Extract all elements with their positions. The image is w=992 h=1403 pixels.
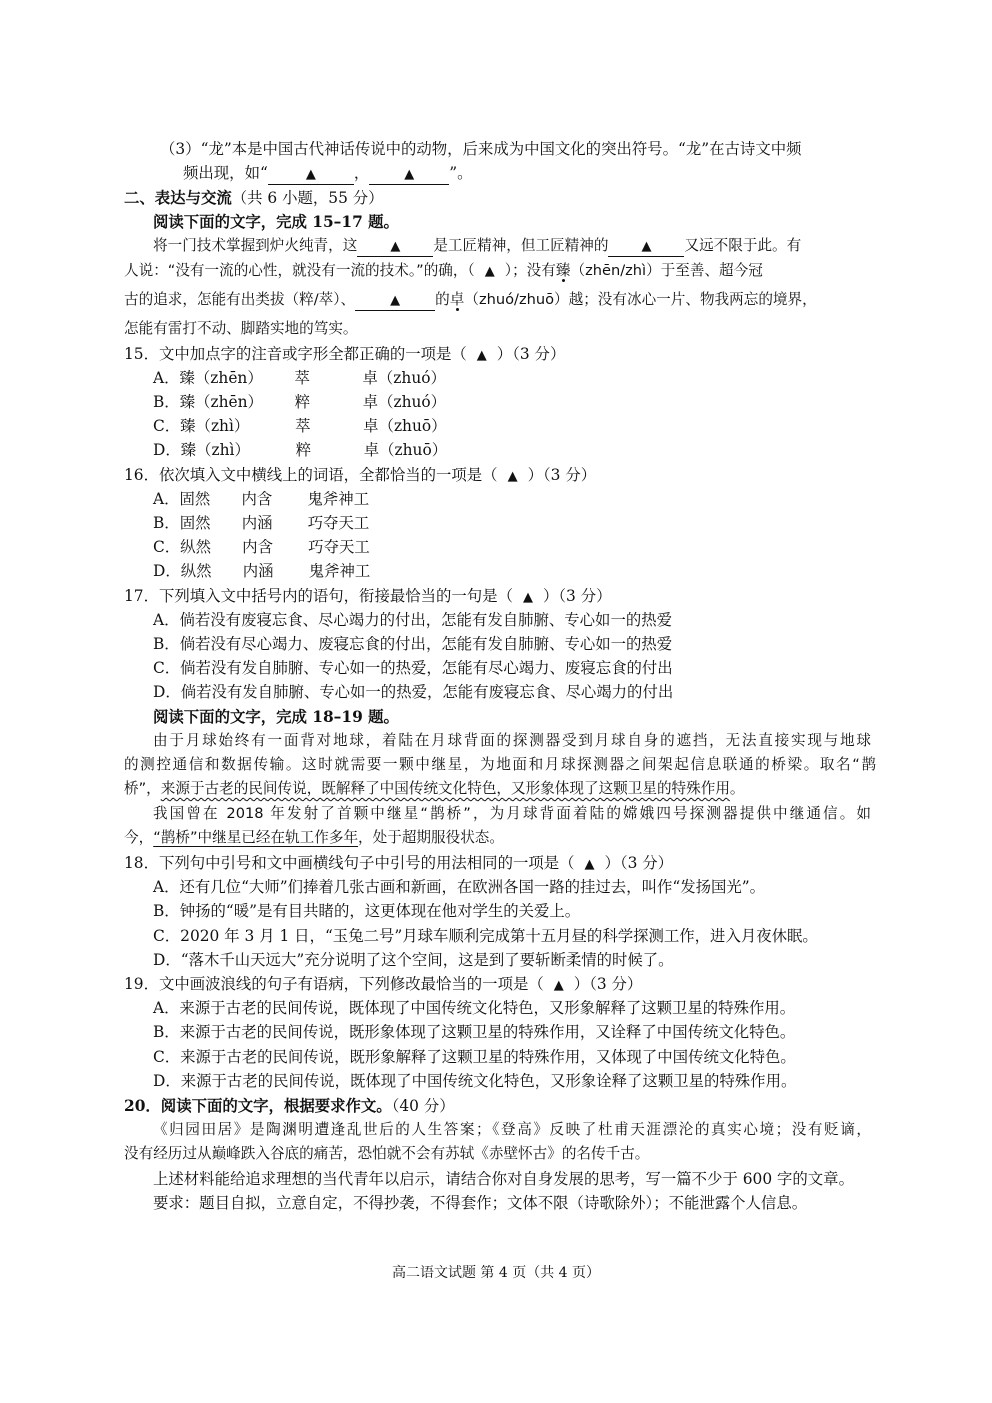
q15-option-a: A．臻（zhēn） 萃 卓（zhuó） xyxy=(153,369,446,387)
passage2-line: 今，“鹊桥”中继星已经在轨工作多年，处于超期服役状态。 xyxy=(124,829,504,846)
passage2-line: 桥”，来源于古老的民间传说，既解释了中国传统文化特色，又形象体现了这颗卫星的特殊作用。 xyxy=(124,780,745,797)
passage1-line: 怎能有雷打不动、脚踏实地的笃实。 xyxy=(124,320,358,337)
section-heading: 二、表达与交流（共 6 小题，55 分） xyxy=(124,189,384,207)
q18-stem: 18．下列句中引号和文中画横线句子中引号的用法相同的一项是（ ▲ ）（3 分） xyxy=(124,854,674,872)
wavy-underlined-sentence: 来源于古老的民间传说，既解释了中国传统文化特色，又形象体现了这颗卫星的特殊作用 xyxy=(160,780,730,797)
passage2-line: 我国曾在 2018 年发射了首颗中继星“鹊桥”，为月球背面着陆的嫦娥四号探测器提供中继通信。如 xyxy=(153,805,871,822)
q20-material-line: 《归园田居》是陶渊明遭逢乱世后的人生答案；《登高》反映了杜甫天涯漂沦的真实心境；没有贬谪， xyxy=(153,1121,871,1138)
q15-option-c: C．臻（zhì） 萃 卓（zhuō） xyxy=(153,417,447,435)
passage1-line: 古的追求，怎能有出类拔（粹/萃）、 ▲ 的卓（zhuó/zhuō）越；没有冰心一片、物我两忘的境界， xyxy=(124,288,876,312)
q19-option-a: A．来源于古老的民间传说，既体现了中国传统文化特色，又形象解释了这颗卫星的特殊作用。 xyxy=(153,999,796,1017)
answer-blank: ▲ xyxy=(369,164,449,185)
q3-line1: （3）“龙”本是中国古代神话传说中的动物，后来成为中国文化的突出符号。“龙”在古诗文中频 xyxy=(160,140,802,158)
reading-instruction: 阅读下面的文字，完成 15–17 题。 xyxy=(153,213,399,231)
q18-option-b: B．钟扬的“暖”是有目共睹的，这更体现在他对学生的关爱上。 xyxy=(153,902,581,920)
q19-option-d: D．来源于古老的民间传说，既体现了中国传统文化特色，又形象诠释了这颗卫星的特殊作用。 xyxy=(153,1072,797,1090)
answer-blank: ▲ xyxy=(608,237,684,257)
q16-stem: 16．依次填入文中横线上的词语，全都恰当的一项是（ ▲ ）（3 分） xyxy=(124,466,597,484)
q17-option-d: D．倘若没有发自肺腑、专心如一的热爱，怎能有废寝忘食、尽心竭力的付出 xyxy=(153,683,674,701)
q16-option-b: B．固然 内涵 巧夺天工 xyxy=(153,514,370,532)
passage1-line: 将一门技术掌握到炉火纯青，这 ▲ 是工匠精神，但工匠精神的 ▲ 又远不限于此。有 xyxy=(153,234,871,258)
q17-option-b: B．倘若没有尽心竭力、废寝忘食的付出，怎能有发自肺腑、专心如一的热爱 xyxy=(153,635,673,653)
q20-material-line: 没有经历过从巅峰跌入谷底的痛苦，恐怕就不会有苏轼《赤壁怀古》的名传千古。 xyxy=(124,1145,650,1162)
q16-option-d: D．纵然 内涵 鬼斧神工 xyxy=(153,562,371,580)
q16-option-c: C．纵然 内含 巧夺天工 xyxy=(153,538,370,556)
q19-option-c: C．来源于古老的民间传说，既形象解释了这颗卫星的特殊作用，又体现了中国传统文化特色。 xyxy=(153,1048,796,1066)
q15-stem: 15．文中加点字的注音或字形全都正确的一项是（ ▲ ）（3 分） xyxy=(124,345,566,363)
q19-stem: 19．文中画波浪线的句子有语病，下列修改最恰当的一项是（ ▲ ）（3 分） xyxy=(124,975,643,993)
q3-line2: 频出现，如“ ▲ ， ▲ ”。 xyxy=(183,161,935,185)
q20-task-line: 上述材料能给追求理想的当代青年以启示，请结合你对自身发展的思考，写一篇不少于 600 字的文章。 xyxy=(153,1170,854,1188)
q15-option-b: B．臻（zhēn） 粹 卓（zhuó） xyxy=(153,393,447,411)
q19-option-b: B．来源于古老的民间传说，既形象体现了这颗卫星的特殊作用，又诠释了中国传统文化特色。 xyxy=(153,1023,796,1041)
q18-option-c: C．2020 年 3 月 1 日，“玉兔二号”月球车顺利完成第十五月昼的科学探测工作，进入月夜休眠。 xyxy=(153,927,818,945)
q15-option-d: D．臻（zhì） 粹 卓（zhuō） xyxy=(153,441,448,459)
q18-option-d: D．“落木千山天远大”充分说明了这个空间，这是到了要斩断柔情的时候了。 xyxy=(153,951,674,969)
q17-stem: 17．下列填入文中括号内的语句，衔接最恰当的一句是（ ▲ ）（3 分） xyxy=(124,587,612,605)
page-footer: 高二语文试题 第 4 页（共 4 页） xyxy=(391,1265,601,1281)
passage2-line: 由于月球始终有一面背对地球，着陆在月球背面的探测器受到月球自身的遮挡，无法直接实现与地球 xyxy=(153,732,871,749)
q20-requirements-line: 要求：题目自拟，立意自定，不得抄袭，不得套作；文体不限（诗歌除外）；不能泄露个人信息。 xyxy=(153,1194,808,1212)
underlined-sentence: “鹊桥”中继星已经在轨工作多年 xyxy=(153,829,359,846)
passage2-line: 的测控通信和数据传输。这时就需要一颗中继星，为地面和月球探测器之间架起信息联通的桥梁。取名“鹊 xyxy=(124,756,876,773)
q17-option-c: C．倘若没有发自肺腑、专心如一的热爱，怎能有尽心竭力、废寝忘食的付出 xyxy=(153,659,673,677)
q17-option-a: A．倘若没有废寝忘食、尽心竭力的付出，怎能有发自肺腑、专心如一的热爱 xyxy=(153,611,673,629)
passage1-line: 人说：“没有一流的心性，就没有一流的技术。”的确，（ ▲ ）；没有臻（zhēn/zhì）于至善、超今冠 xyxy=(124,262,763,279)
q16-option-a: A．固然 内含 鬼斧神工 xyxy=(153,490,370,508)
answer-blank: ▲ xyxy=(268,164,354,185)
reading-instruction: 阅读下面的文字，完成 18–19 题。 xyxy=(153,708,399,726)
q20-stem: 20．阅读下面的文字，根据要求作文。（40 分） xyxy=(124,1097,455,1115)
q18-option-a: A．还有几位“大师”们捧着几张古画和新画，在欧洲各国一路的挂过去，叫作“发扬国光”。 xyxy=(153,878,766,896)
answer-blank: ▲ xyxy=(355,291,435,311)
answer-blank: ▲ xyxy=(357,237,433,257)
